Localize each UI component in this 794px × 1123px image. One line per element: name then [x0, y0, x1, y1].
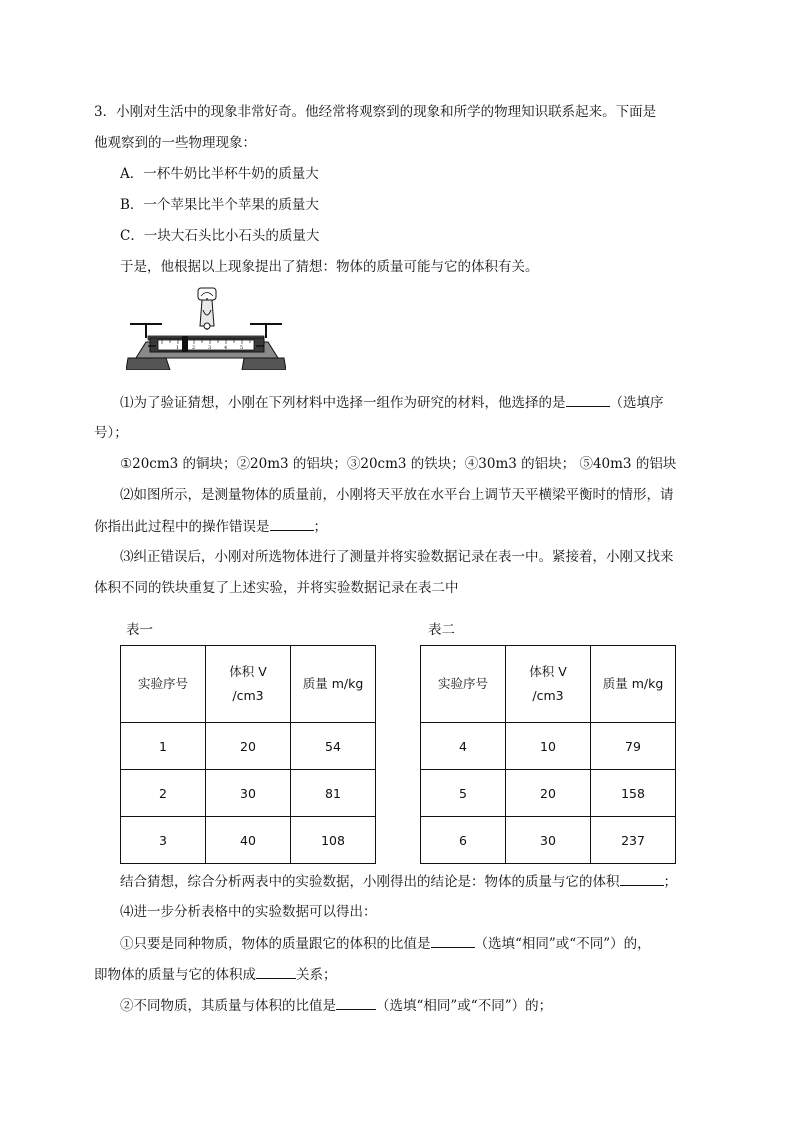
table-two — [420, 645, 676, 864]
part4-intro: ⑷进一步分析表格中的实验数据可以得出： — [120, 904, 377, 920]
table-row — [421, 817, 676, 864]
cell-volume: 10 — [506, 723, 591, 770]
header-volume-name: 体积 V — [529, 664, 567, 679]
cell-trial: 1 — [121, 723, 206, 770]
answer-blank[interactable] — [431, 933, 475, 948]
part4-item1-line2 — [94, 964, 337, 985]
scale-tick-label: 2 — [192, 345, 196, 351]
part2-line2 — [94, 516, 327, 537]
answer-blank[interactable] — [566, 392, 610, 407]
header-volume-name: 体积 V — [229, 664, 267, 679]
conclusion-punct: ； — [663, 874, 677, 890]
part4-item2 — [120, 995, 552, 1016]
cell-volume: 30 — [206, 770, 291, 817]
part1-line1 — [120, 392, 664, 413]
answer-blank[interactable] — [336, 995, 376, 1010]
part4-item1-line1 — [120, 933, 651, 954]
question-intro-line1: 3．小刚对生活中的现象非常好奇。他经常将观察到的现象和所学的物理知识联系起来。下面是 — [94, 104, 657, 120]
cell-volume: 30 — [506, 817, 591, 864]
part1-line2: 号）； — [94, 425, 128, 441]
part2-line1: ⑵如图所示，是测量物体的质量前，小刚将天平放在水平台上调节天平横梁平衡时的情形，请 — [120, 487, 674, 503]
cell-mass: 81 — [291, 770, 376, 817]
table-header-row — [121, 646, 376, 723]
part1-question-text: ⑴为了验证猜想，小刚在下列材料中选择一组作为研究的材料，他选择的是 — [120, 395, 566, 411]
answer-blank[interactable] — [256, 964, 296, 979]
cell-volume: 40 — [206, 817, 291, 864]
table-row — [121, 817, 376, 864]
part1-hint-text: （选填序 — [609, 395, 664, 411]
part3-line1: ⑶纠正错误后，小刚对所选物体进行了测量并将实验数据记录在表一中。紧接着，小刚又找来 — [120, 549, 674, 565]
scale-tick-label: 4 — [224, 345, 228, 351]
table1-label: 表一 — [126, 622, 153, 638]
header-volume-unit: /cm3 — [232, 688, 264, 703]
cell-trial: 6 — [421, 817, 506, 864]
cell-mass: 237 — [591, 817, 676, 864]
scale-tick-label: 3 — [208, 345, 212, 351]
cell-mass: 54 — [291, 723, 376, 770]
hypothesis-text: 于是，他根据以上现象提出了猜想：物体的质量可能与它的体积有关。 — [120, 259, 539, 275]
conclusion-text: 结合猜想，综合分析两表中的实验数据，小刚得出的结论是：物体的质量与它的体积 — [120, 874, 620, 890]
table-row — [121, 770, 376, 817]
part2-question-text: 你指出此过程中的操作错误是 — [94, 519, 270, 535]
answer-blank[interactable] — [620, 871, 664, 886]
balance-scale-figure — [126, 286, 286, 370]
cell-volume: 20 — [506, 770, 591, 817]
header-trial: 实验序号 — [421, 646, 506, 723]
part3-line2: 体积不同的铁块重复了上述实验，并将实验数据记录在表二中 — [94, 580, 459, 596]
table-header-row — [421, 646, 676, 723]
item1-text: ①只要是同种物质，物体的质量跟它的体积的比值是 — [120, 936, 431, 952]
cell-mass: 79 — [591, 723, 676, 770]
header-mass: 质量 m/kg — [291, 646, 376, 723]
table2-label: 表二 — [428, 622, 455, 638]
cell-trial: 5 — [421, 770, 506, 817]
item2-text: ②不同物质，其质量与体积的比值是 — [120, 998, 336, 1014]
scale-tick-label: 5 — [240, 345, 244, 351]
cell-volume: 20 — [206, 723, 291, 770]
item1-tail: 关系； — [296, 967, 337, 983]
option-c: C．一块大石头比小石头的质量大 — [120, 228, 320, 244]
table-row — [421, 770, 676, 817]
cell-mass: 158 — [591, 770, 676, 817]
cell-trial: 4 — [421, 723, 506, 770]
answer-blank[interactable] — [270, 516, 314, 531]
header-volume — [206, 646, 291, 723]
question-intro-line2: 他观察到的一些物理现象： — [94, 135, 256, 151]
header-volume-unit: /cm3 — [532, 688, 564, 703]
conclusion-line — [120, 871, 677, 892]
table-row — [121, 723, 376, 770]
header-trial: 实验序号 — [121, 646, 206, 723]
material-options: ①20cm3 的铜块；②20m3 的铝块；③20cm3 的铁块；④30m3 的铝块； ⑤40m3 的铝块 — [120, 456, 677, 472]
header-volume — [506, 646, 591, 723]
cell-mass: 108 — [291, 817, 376, 864]
option-b: B．一个苹果比半个苹果的质量大 — [120, 197, 319, 213]
table-row — [421, 723, 676, 770]
item2-hint: （选填“相同”或“不同”）的； — [376, 998, 553, 1014]
table-one — [120, 645, 376, 864]
cell-trial: 3 — [121, 817, 206, 864]
item1-text-cont: 即物体的质量与它的体积成 — [94, 967, 256, 983]
option-a: A．一杯牛奶比半杯牛奶的质量大 — [120, 166, 319, 182]
header-mass: 质量 m/kg — [591, 646, 676, 723]
scale-tick-label: 1 — [176, 345, 180, 351]
cell-trial: 2 — [121, 770, 206, 817]
item1-hint: （选填“相同”或“不同”）的， — [474, 936, 651, 952]
part2-punct: ； — [313, 519, 327, 535]
